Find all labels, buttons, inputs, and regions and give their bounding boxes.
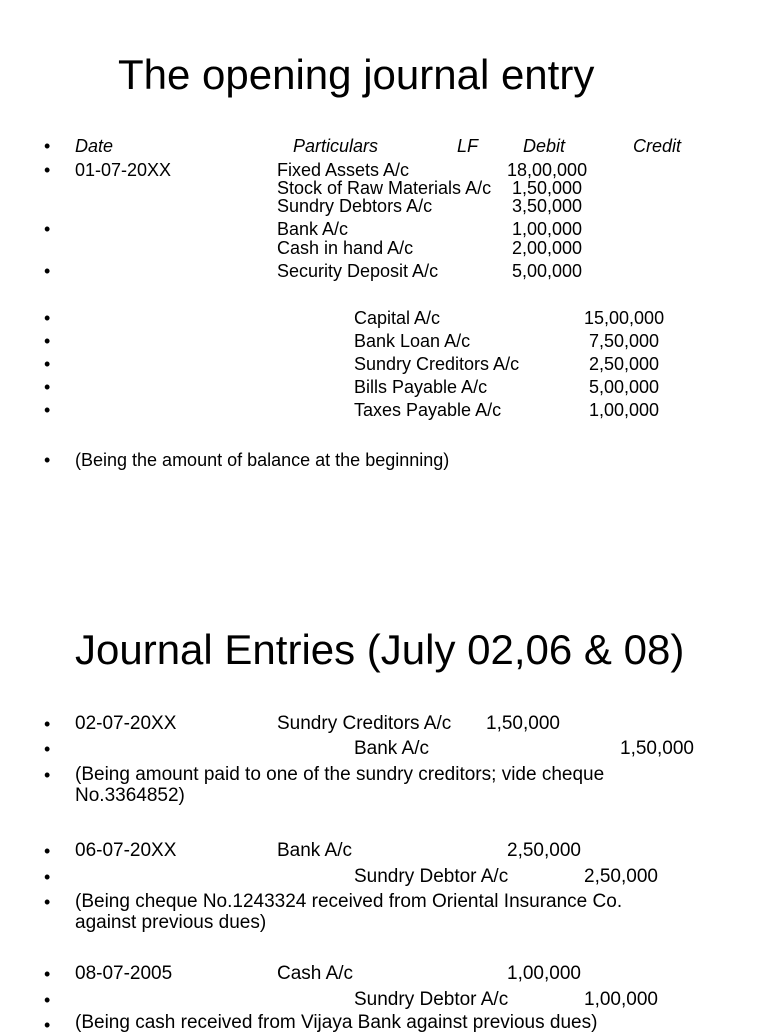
debit-amount: 1,50,000 <box>486 713 560 734</box>
credit-amount: 5,00,000 <box>589 377 660 397</box>
header-particulars: Particulars <box>293 136 379 156</box>
header-lf: LF <box>457 136 479 156</box>
credit-account: Sundry Debtor A/c <box>354 989 509 1010</box>
bullet <box>44 892 50 912</box>
narration: (Being the amount of balance at the beginning) <box>75 450 450 470</box>
bullet <box>44 450 50 470</box>
credit-account: Bank Loan A/c <box>354 331 471 351</box>
debit-account: Sundry Creditors A/c <box>277 713 452 734</box>
credit-amount: 2,50,000 <box>584 866 658 887</box>
bullet <box>44 739 50 759</box>
entry-date: 06-07-20XX <box>75 840 177 861</box>
credit-amount: 2,50,000 <box>589 354 660 374</box>
header-debit: Debit <box>523 136 566 156</box>
debit-amount: 2,50,000 <box>507 840 581 861</box>
bullet <box>44 1015 50 1035</box>
bullet <box>44 354 50 374</box>
debit-account: Stock of Raw Materials A/c <box>277 178 492 198</box>
narration: (Being amount paid to one of the sundry creditors; vide cheque <box>75 764 605 785</box>
debit-account: Cash in hand A/c <box>277 238 414 258</box>
credit-amount: 15,00,000 <box>584 308 665 328</box>
slide2-title: Journal Entries (July 02,06 & 08) <box>75 626 685 673</box>
header-credit: Credit <box>633 136 682 156</box>
credit-account: Bank A/c <box>354 738 429 759</box>
debit-amount: 1,00,000 <box>507 963 581 984</box>
bullet <box>44 219 50 239</box>
debit-account: Fixed Assets A/c <box>277 160 410 180</box>
entry-date: 01-07-20XX <box>75 160 172 180</box>
narration: against previous dues) <box>75 912 267 933</box>
debit-account: Bank A/c <box>277 219 349 239</box>
bullet <box>44 765 50 785</box>
debit-account: Cash A/c <box>277 963 354 984</box>
credit-amount: 1,00,000 <box>584 989 658 1010</box>
bullet <box>44 331 50 351</box>
bullet <box>44 867 50 887</box>
debit-account: Security Deposit A/c <box>277 261 439 281</box>
bullet <box>44 964 50 984</box>
debit-amount: 5,00,000 <box>512 261 583 281</box>
bullet <box>44 377 50 397</box>
entry-date: 02-07-20XX <box>75 713 177 734</box>
debit-amount: 2,00,000 <box>512 238 583 258</box>
header-date: Date <box>75 136 114 156</box>
narration: No.3364852) <box>75 785 185 806</box>
slide1-title: The opening journal entry <box>118 51 595 98</box>
credit-account: Taxes Payable A/c <box>354 400 502 420</box>
debit-account: Bank A/c <box>277 840 352 861</box>
debit-account: Sundry Debtors A/c <box>277 196 433 216</box>
bullet <box>44 136 50 156</box>
credit-account: Capital A/c <box>354 308 441 328</box>
bullet <box>44 714 50 734</box>
bullet <box>44 400 50 420</box>
bullet <box>44 308 50 328</box>
debit-amount: 1,50,000 <box>512 178 583 198</box>
debit-amount: 3,50,000 <box>512 196 583 216</box>
credit-account: Sundry Creditors A/c <box>354 354 520 374</box>
bullet <box>44 261 50 281</box>
bullet <box>44 160 50 180</box>
bullet <box>44 990 50 1010</box>
narration: (Being cheque No.1243324 received from Oriental Insurance Co. <box>75 891 623 912</box>
bullet <box>44 841 50 861</box>
narration: (Being cash received from Vijaya Bank against previous dues) <box>75 1012 598 1033</box>
debit-amount: 1,00,000 <box>512 219 583 239</box>
credit-amount: 1,00,000 <box>589 400 660 420</box>
credit-account: Bills Payable A/c <box>354 377 488 397</box>
debit-amount: 18,00,000 <box>507 160 588 180</box>
credit-account: Sundry Debtor A/c <box>354 866 509 887</box>
credit-amount: 1,50,000 <box>620 738 694 759</box>
credit-amount: 7,50,000 <box>589 331 660 351</box>
entry-date: 08-07-2005 <box>75 963 173 984</box>
